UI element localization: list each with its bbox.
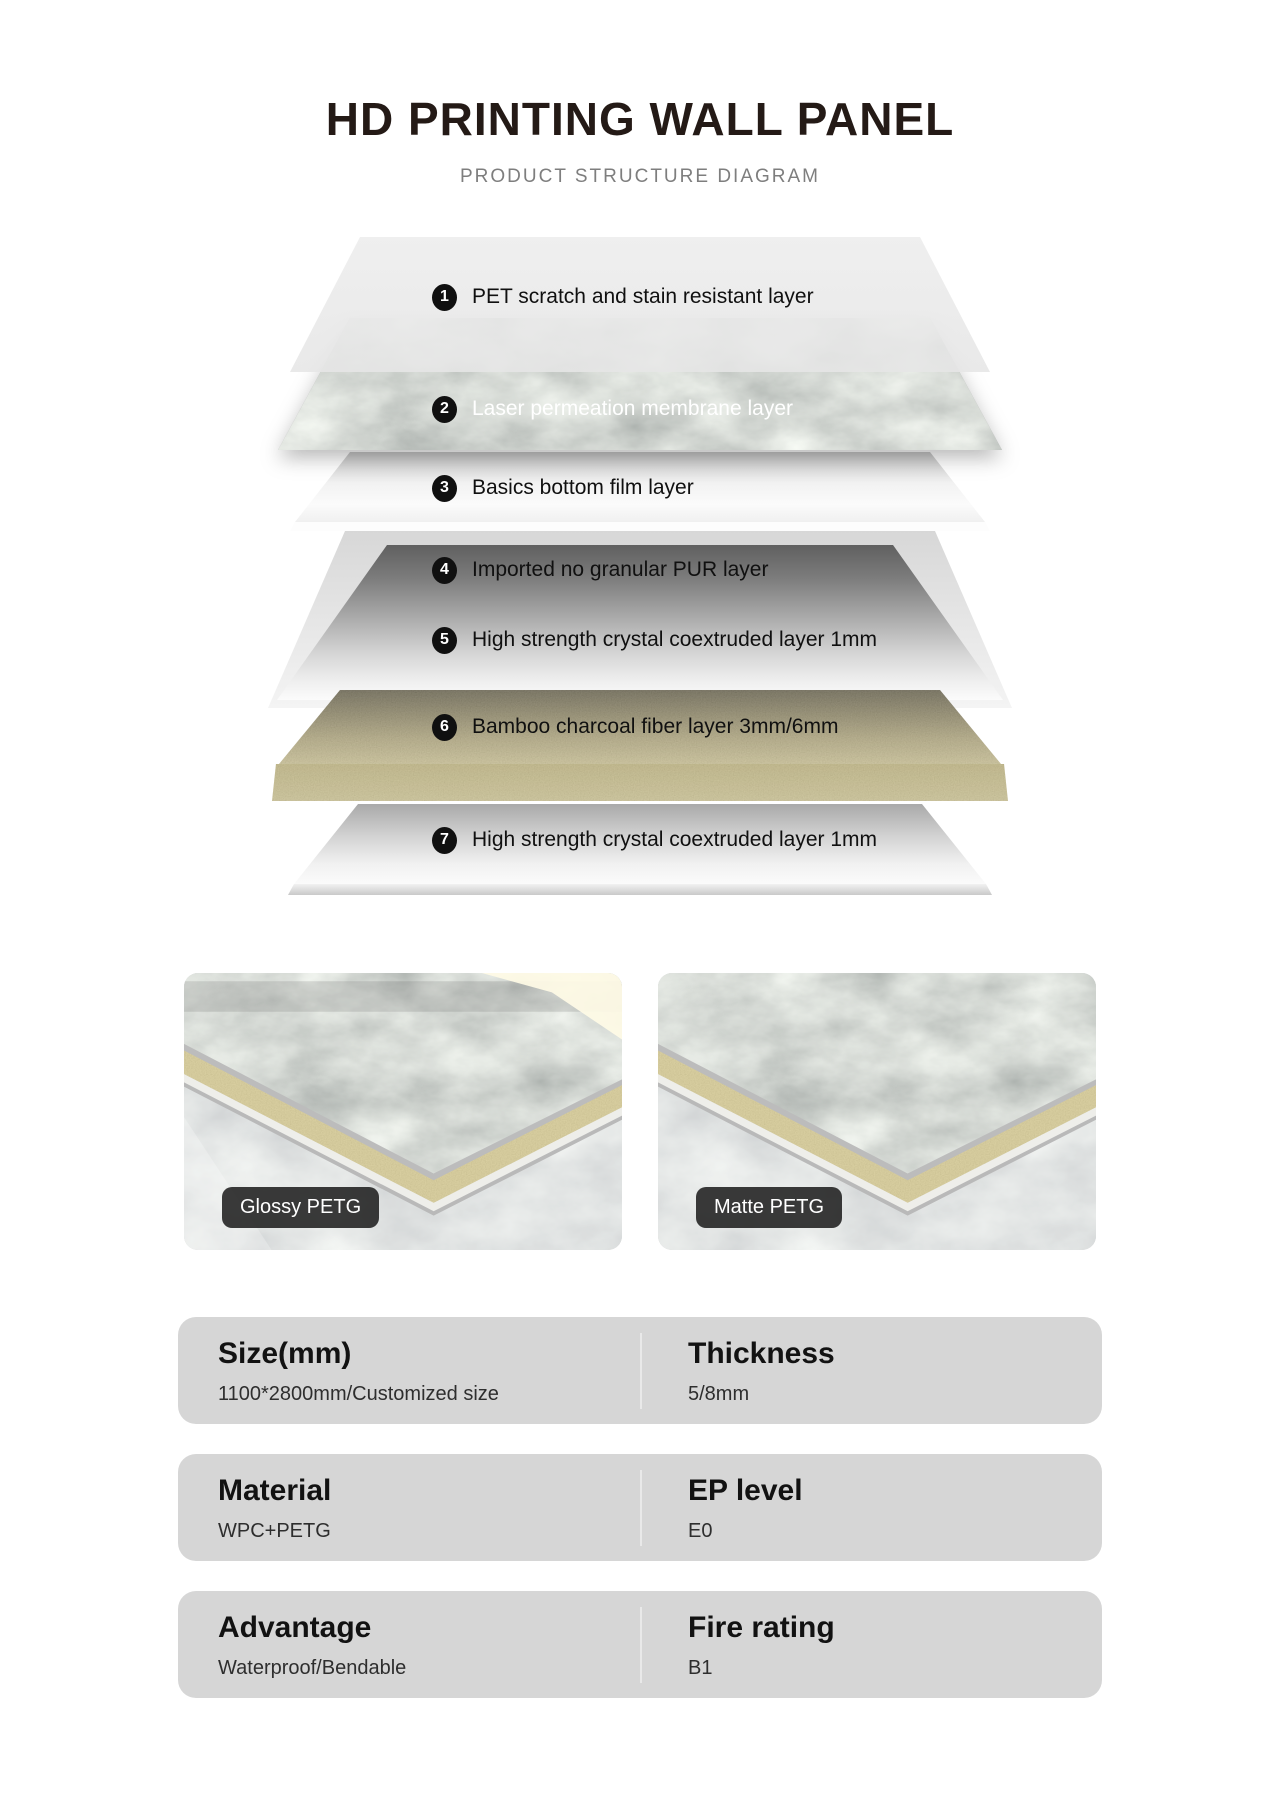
layer-number-7: 7 — [432, 827, 457, 854]
page-title: HD PRINTING WALL PANEL — [325, 93, 955, 145]
spec-value: 1100*2800mm/Customized size — [218, 1383, 499, 1405]
layer-row-7 — [432, 825, 877, 855]
card-divider — [640, 1470, 642, 1546]
spec-cell — [218, 1611, 406, 1680]
layer-row-1 — [432, 282, 814, 312]
layer-label-4: Imported no granular PUR layer — [472, 558, 769, 581]
spec-value: 5/8mm — [688, 1383, 750, 1405]
layer-number-3: 3 — [432, 475, 457, 502]
spec-label: Material — [218, 1474, 332, 1507]
spec-label: EP level — [688, 1474, 803, 1507]
layer-label-5: High strength crystal coextruded layer 1mm — [472, 628, 877, 651]
spec-card-size-thickness — [178, 1317, 1102, 1424]
spec-value: B1 — [688, 1657, 713, 1679]
spec-label: Fire rating — [688, 1611, 835, 1644]
spec-cell — [218, 1474, 331, 1543]
layer-number-6: 6 — [432, 714, 457, 741]
layer-label-1: PET scratch and stain resistant layer — [472, 285, 814, 308]
spec-cell — [688, 1611, 835, 1680]
layer-number-1: 1 — [432, 284, 457, 311]
layer-row-4 — [432, 555, 768, 585]
layer-label-3: Basics bottom film layer — [472, 476, 694, 499]
spec-cell — [688, 1337, 835, 1406]
card-divider — [640, 1607, 642, 1683]
page-subtitle: PRODUCT STRUCTURE DIAGRAM — [460, 166, 820, 187]
sample-badge-glossy: Glossy PETG — [222, 1187, 379, 1228]
layer-label-2: Laser permeation membrane layer — [472, 397, 793, 420]
spec-cell — [218, 1337, 499, 1406]
layer-number-2: 2 — [432, 396, 457, 423]
layer-number-4: 4 — [432, 557, 457, 584]
layer-label-6: Bamboo charcoal fiber layer 3mm/6mm — [472, 715, 839, 738]
sample-photo-glossy — [184, 973, 622, 1250]
layer-row-6 — [432, 712, 838, 742]
spec-value: E0 — [688, 1520, 713, 1542]
spec-value: WPC+PETG — [218, 1520, 331, 1542]
layer-number-5: 5 — [432, 627, 457, 654]
spec-cell — [688, 1474, 803, 1543]
card-divider — [640, 1333, 642, 1409]
spec-value: Waterproof/Bendable — [218, 1657, 407, 1679]
sample-badge-matte: Matte PETG — [696, 1187, 842, 1228]
spec-card-advantage-fire — [178, 1591, 1102, 1698]
sample-photo-matte — [658, 973, 1096, 1250]
spec-label: Thickness — [688, 1337, 835, 1370]
layer-row-5 — [432, 625, 877, 655]
structure-diagram — [260, 237, 1020, 897]
spec-label: Size(mm) — [218, 1337, 352, 1370]
layer-row-2 — [432, 394, 793, 424]
layer-row-3 — [432, 473, 694, 503]
spec-card-material-ep — [178, 1454, 1102, 1561]
spec-label: Advantage — [218, 1611, 372, 1644]
layer-label-7: High strength crystal coextruded layer 1mm — [472, 828, 877, 851]
